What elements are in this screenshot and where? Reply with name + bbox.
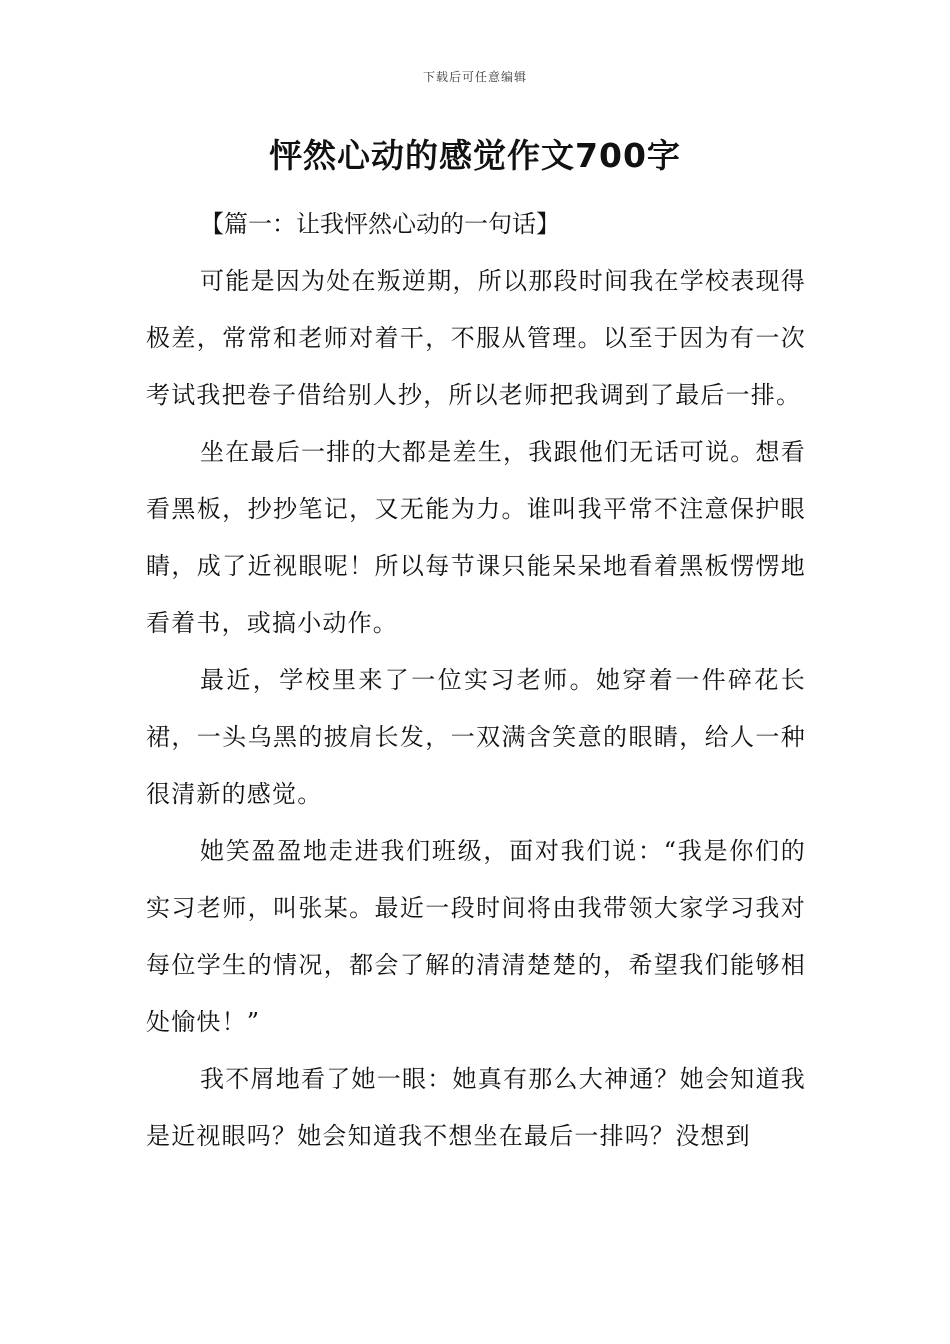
paragraph: 最近，学校里来了一位实习老师。她穿着一件碎花长裙，一头乌黑的披肩长发，一双满含笑意的眼睛，给人一种很清新的感觉。 [146, 666, 806, 808]
document-body [146, 196, 806, 1165]
header-note: 下载后可任意编辑 [422, 70, 527, 84]
paragraph: 可能是因为处在叛逆期，所以那段时间我在学校表现得极差，常常和老师对着干，不服从管理。以至于因为有一次考试我把卷子借给别人抄，所以老师把我调到了最后一排。 [146, 267, 806, 409]
section-heading: 【篇一：让我怦然心动的一句话】 [200, 210, 560, 238]
document-title: 怦然心动的感觉作文700字 [269, 136, 681, 175]
paragraph: 我不屑地看了她一眼：她真有那么大神通？她会知道我是近视眼吗？她会知道我不想坐在最后一排吗？没想到 [146, 1065, 806, 1150]
paragraph: 她笑盈盈地走进我们班级，面对我们说：“我是你们的实习老师，叫张某。最近一段时间将由我带领大家学习我对每位学生的情况，都会了解的清清楚楚的，希望我们能够相处愉快！” [146, 837, 806, 1036]
paragraph: 坐在最后一排的大都是差生，我跟他们无话可说。想看看黑板，抄抄笔记，又无能为力。谁叫我平常不注意保护眼睛，成了近视眼呢！所以每节课只能呆呆地看着黑板愣愣地看着书，或搞小动作。 [146, 438, 806, 637]
